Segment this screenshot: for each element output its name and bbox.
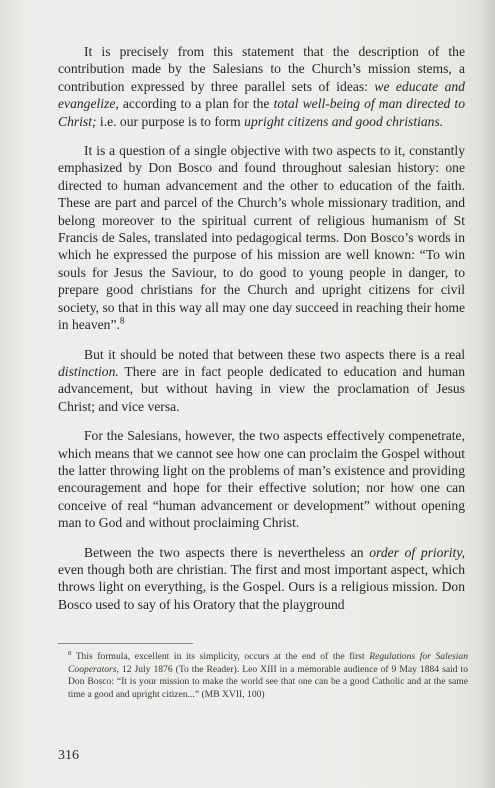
text-run: For the Salesians, however, the two aspects effectively compenetrate, which means that we cannot see how one can proclaim the Gospel without the latter throwing light on the problems of man’s existence and providing encouragement and hope for their effective solution; nor how one can conceive of real “human advancement or development” without opening man to God and without proclaiming Christ. — [58, 428, 465, 531]
paragraph — [58, 427, 465, 531]
page-edge-shadow — [481, 0, 495, 788]
footnote-rule — [58, 643, 193, 644]
footnote-ref: 8 — [68, 649, 72, 657]
italic-text: distinction. — [58, 363, 119, 379]
text-run: This formula, excellent in its simplicity, occurs at the end of the first — [71, 651, 370, 662]
text-run: It is precisely from this statement that the description of the contribution made by the Salesians to the Church’s mission stems, a contribution expressed by three parallel sets of ideas: — [58, 44, 465, 94]
italic-text: upright citizens and good christians. — [244, 113, 444, 129]
footnote-text — [58, 651, 468, 701]
italic-text: we educate and evangelize, — [58, 78, 465, 112]
text-run: It is a question of a single objective with two aspects to it, constantly emphasized by Don Bosco and found throughout salesian history: one directed to human advancement and the other to education of the faith. These are part and parcel of the Church’s whole missionary tradition, and belong moreover to the spiritual current of religious humanism of St Francis de Sales, translated into pedagogical terms. Don Bosco’s words in which he expressed the purpose of his mission are well known: “To win souls for Jesus the Saviour, to do good to young people in danger, to prepare good christians for the Church and upright citizens for civil society, so that in this way all may one day succeed in reaching their home in heaven”. — [58, 143, 465, 333]
text-run: There are in fact people dedicated to education and human advancement, but without having in view the proclamation of Jesus Christ; and vice versa. — [58, 363, 465, 414]
footnote — [58, 651, 468, 701]
footnote-ref: 8 — [119, 315, 125, 326]
paragraph — [58, 142, 465, 333]
text-run: Between the two aspects there is nevertheless an — [84, 544, 370, 560]
text-run: 12 July 1876 (To the Reader). Leo XIII in a memorable audience of 9 May 1884 said to Don Bosco: “It is your mission to make the world see that one can be a good Catholic and at the same time a good and upright citizen...” (MB XVII, 100) — [68, 663, 468, 700]
text-run: But it should be noted that between these two aspects there is a real — [84, 346, 465, 362]
paragraph — [58, 346, 465, 416]
italic-text: order of priority, — [369, 544, 466, 560]
text-run: i.e. our purpose is to form — [96, 113, 245, 129]
paragraph — [58, 544, 465, 614]
paragraph — [58, 43, 465, 130]
page-number: 316 — [58, 748, 79, 763]
body-text — [58, 43, 465, 625]
text-run: even though both are christian. The first and most important aspect, which throws light on everything, is the Gospel. Ours is a religious mission. Don Bosco used to say of his Oratory that the playground — [58, 561, 465, 612]
italic-text: total well-being of man directed to Christ; — [58, 96, 465, 129]
text-run: according to a plan for the — [118, 96, 274, 112]
italic-text: Regulations for Salesian Cooperators, — [68, 651, 468, 675]
